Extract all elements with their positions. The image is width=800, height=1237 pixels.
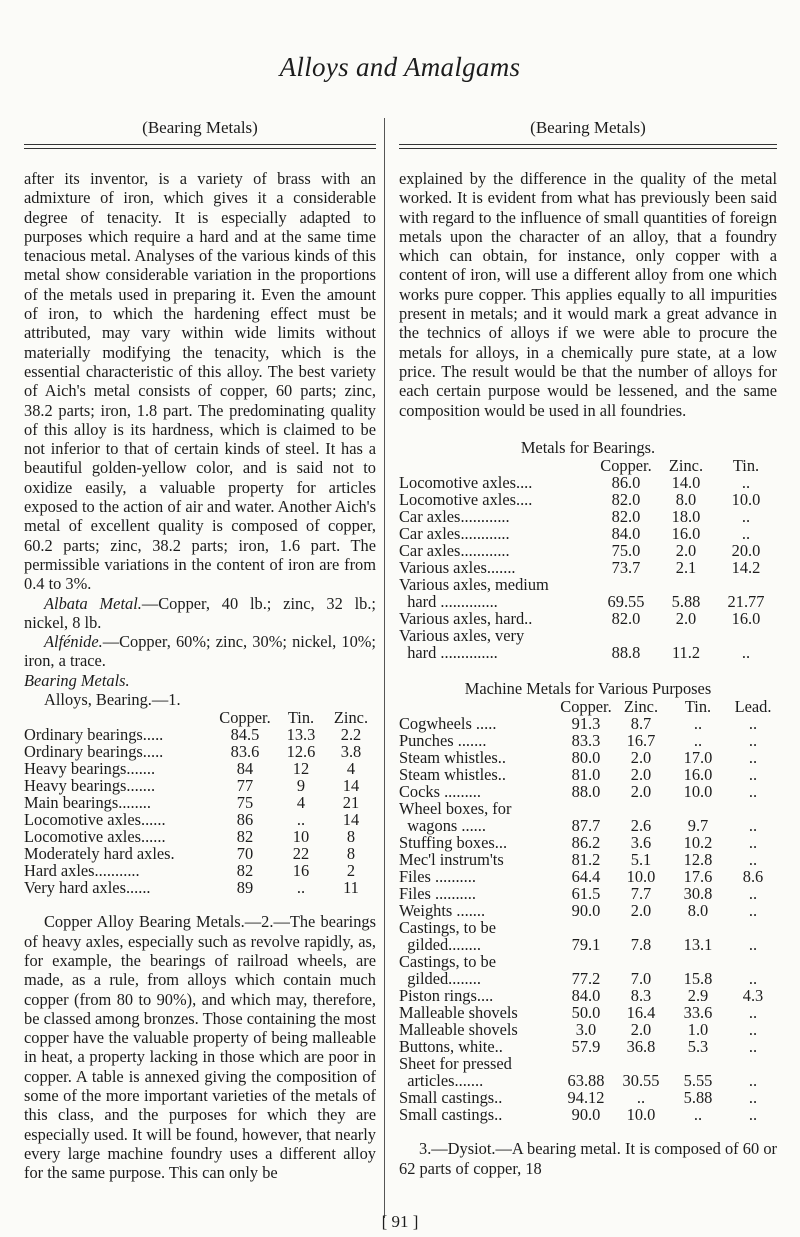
table-cell: 11.2 [671,643,701,663]
column-header: Copper. [560,697,612,717]
table-row [399,474,777,491]
table-cell: .. [748,748,758,768]
table-cell: 70 [236,844,254,864]
row-label: Malleable shovels [399,1020,518,1040]
table-cell: 5.1 [630,850,652,870]
row-label: Steam whistles.. [399,765,506,785]
right-paragraph-3: 3.—Dysiot.—A bearing metal. It is composed of 60 or 62 parts of copper, 18 [399,1139,777,1178]
row-label: Hard axles........... [24,861,140,881]
table-cell: 8 [346,844,356,864]
table-cell: .. [748,1105,758,1125]
row-label: Moderately hard axles. [24,844,175,864]
table-cell: .. [741,507,751,527]
table-cell [595,576,657,593]
table-cell [557,953,615,970]
table-cell: 82 [236,861,254,881]
table-cell: .. [748,850,758,870]
row-label: Small castings.. [399,1088,503,1108]
table-cell: 8 [346,827,356,847]
table-cell: .. [636,1088,646,1108]
table-row [399,508,777,525]
table-cell [667,953,729,970]
table-row [399,1021,777,1038]
table-cell [729,919,777,936]
table-cell: 5.55 [683,1071,713,1091]
table-row [24,794,376,811]
albata-label: Albata Metal. [44,593,142,613]
table-cell: 10.0 [626,1105,656,1125]
row-label: Various axles, medium [399,575,549,595]
table-cell [615,800,667,817]
table-row [399,953,777,970]
table-cell: .. [296,878,306,898]
table-cell: 77 [236,776,254,796]
table-cell: 7.8 [630,935,652,955]
table-cell: 84.0 [571,986,601,1006]
column-header: Zinc. [333,708,369,728]
table-cell: 2.0 [630,782,652,802]
table-cell: 5.88 [671,592,701,612]
table-row [399,766,777,783]
table-cell: 75 [236,793,254,813]
table-cell [715,627,777,644]
row-label: Files .......... [399,884,476,904]
table-cell: 4 [346,759,356,779]
table-cell: .. [748,714,758,734]
running-head: Alloys and Amalgams [279,52,521,82]
table-cell: 15.8 [683,969,713,989]
table-cell: .. [748,833,758,853]
table-cell: 73.7 [611,558,641,578]
row-label: Very hard axles...... [24,878,151,898]
table-cell: 89 [236,878,254,898]
table-cell: 10.0 [683,782,713,802]
row-label: Ordinary bearings..... [24,725,164,745]
table-cell: 10.0 [731,490,761,510]
table-cell: 69.55 [607,592,645,612]
table-cell: 16.0 [731,609,761,629]
table-row [399,817,777,834]
table-cell: 12 [292,759,310,779]
table-cell: 84 [236,759,254,779]
table-cell: 82.0 [611,609,641,629]
column-header: Tin. [684,697,712,717]
table-row [24,845,376,862]
column-header: Tin. [732,456,760,476]
left-paragraph-2: Copper Alloy Bearing Metals.—2.—The bearings of heavy axles, especially such as revolve rapidly, as, for example, the bearings of railroad wheels, are made, as a rule, from alloys which contain much copper (from 80 to 90%), and which may, therefore, be classed among bronzes. Those containing the most copper have the valuable property of being malleable in heat, a property lacking in those which are poor in copper. A table is annexed giving the composition of some of the more important varieties of the metals of this class, and the purposes for which they are especially used. It will be found, however, that nearly every large machine foundry uses a different alloy for the same purpose. This can only be [24,912,377,1183]
table-cell: 8.7 [630,714,652,734]
alloys-bearing-line: Alloys, Bearing.—1. [44,690,181,710]
bearing-alloys-table [24,709,376,896]
table-cell: .. [296,810,306,830]
table-cell: 2.1 [675,558,697,578]
table-cell: 4 [296,793,306,813]
row-label: Castings, to be [399,918,496,938]
row-label: Locomotive axles...... [24,810,166,830]
row-label: gilded........ [399,969,481,989]
column-header: Tin. [287,708,315,728]
row-label: Various axles, very [399,626,525,646]
table-cell: .. [748,1088,758,1108]
left-head-rule [24,144,376,145]
table-cell: 82.0 [611,507,641,527]
table-cell [667,800,729,817]
table-cell: 7.7 [630,884,652,904]
table-header-row [399,457,777,474]
table-row [399,1106,777,1123]
table-cell [729,1055,777,1072]
table-cell: 84.5 [230,725,260,745]
table-cell: 64.4 [571,867,601,887]
row-label: gilded........ [399,935,481,955]
table-row [399,593,777,610]
table-cell: 22 [292,844,310,864]
table-cell: 9.7 [687,816,709,836]
table-row [399,1055,777,1072]
table-cell: .. [748,901,758,921]
table-cell: 2.6 [630,816,652,836]
table-cell [557,800,615,817]
row-label: articles....... [399,1071,484,1091]
table-cell [615,953,667,970]
table-row [399,1004,777,1021]
table-row [399,644,777,661]
row-label: Locomotive axles.... [399,490,533,510]
metals-for-bearings-table [399,457,777,661]
table-cell: .. [748,1071,758,1091]
row-label: Car axles............ [399,541,510,561]
table-row [399,868,777,885]
right-column [399,118,777,1178]
table-cell: 86.0 [611,473,641,493]
row-label: Ordinary bearings..... [24,742,164,762]
table-cell: 82.0 [611,490,641,510]
table-row [399,627,777,644]
table-cell: .. [748,884,758,904]
table-cell [729,953,777,970]
table-row [399,491,777,508]
table-row [399,576,777,593]
table-cell: 17.6 [683,867,713,887]
row-label: Heavy bearings....... [24,776,156,796]
table-cell: 3.8 [340,742,362,762]
row-label: Locomotive axles.... [399,473,533,493]
table-cell: .. [741,473,751,493]
table-cell: 8.0 [675,490,697,510]
table-cell: 63.88 [567,1071,605,1091]
right-head-rule [399,144,777,145]
table-row [24,879,376,896]
table-cell: 2.2 [340,725,362,745]
row-label: Cogwheels ..... [399,714,497,734]
table-cell: .. [748,1020,758,1040]
table-cell: 3.0 [575,1020,597,1040]
row-label: Piston rings.... [399,986,494,1006]
table-cell: 83.6 [230,742,260,762]
table-cell: 13.1 [683,935,713,955]
table-cell: .. [748,969,758,989]
table-cell: 12.6 [286,742,316,762]
table-cell: 8.6 [742,867,764,887]
table-cell: 82 [236,827,254,847]
table-cell: 10.0 [626,867,656,887]
machine-metals-table [399,698,777,1123]
machine-metals-title: Machine Metals for Various Purposes [464,679,712,699]
table-header-row [399,698,777,715]
table-cell: 11 [343,878,359,898]
row-label: Various axles....... [399,558,516,578]
table-row [24,828,376,845]
table-row [399,559,777,576]
bearing-metals-heading: Bearing Metals. [24,670,130,690]
table-cell [595,627,657,644]
table-row [399,542,777,559]
table-cell: 80.0 [571,748,601,768]
column-header: Lead. [734,697,772,717]
table-cell: 81.2 [571,850,601,870]
left-column [24,118,376,1182]
row-label: Heavy bearings....... [24,759,156,779]
table-cell: 14 [342,810,360,830]
table-cell: .. [741,524,751,544]
table-cell: 13.3 [286,725,316,745]
row-label: Files .......... [399,867,476,887]
column-header: Zinc. [623,697,659,717]
table-cell: .. [748,816,758,836]
table-cell: 2.9 [687,986,709,1006]
table-cell: 1.0 [687,1020,709,1040]
albata-entry [24,594,376,633]
row-label: Buttons, white.. [399,1037,503,1057]
column-divider [384,118,385,1218]
row-label: Small castings.. [399,1105,503,1125]
row-label: Weights ....... [399,901,486,921]
table-cell: 88.8 [611,643,641,663]
table-cell: 7.0 [630,969,652,989]
table-row [24,862,376,879]
table-cell: .. [693,1105,703,1125]
table-row [399,834,777,851]
table-cell: 18.0 [671,507,701,527]
row-label: Sheet for pressed [399,1054,512,1074]
table-cell: .. [741,643,751,663]
table-row [399,970,777,987]
table-cell [715,576,777,593]
table-cell: 79.1 [571,935,601,955]
table-cell: 16 [292,861,310,881]
alfenide-text: —Copper, 60%; zinc, 30%; nickel, 10%; iron, a trace. [24,632,376,671]
table-cell: 16.0 [671,524,701,544]
row-label: Mec'l instrum'ts [399,850,504,870]
table-cell: .. [748,782,758,802]
table-cell: 12.8 [683,850,713,870]
table-row [399,800,777,817]
table-cell: 10 [292,827,310,847]
table-header-row [24,709,376,726]
table-cell: .. [748,765,758,785]
table-row [399,1038,777,1055]
table-cell: 16.4 [626,1003,656,1023]
table-cell: 14.2 [731,558,761,578]
table-row [399,1089,777,1106]
table-cell: 8.3 [630,986,652,1006]
table-cell: 21.77 [727,592,765,612]
table-cell [667,1055,729,1072]
page-number: [ 91 ] [381,1212,419,1231]
table-row [399,987,777,1004]
row-label: Stuffing boxes... [399,833,508,853]
row-label: hard .............. [399,643,498,663]
left-head-rule-2 [24,148,376,149]
table-cell: 4.3 [742,986,764,1006]
table-cell [615,919,667,936]
table-cell: 75.0 [611,541,641,561]
row-label: Steam whistles.. [399,748,506,768]
table-cell: .. [693,714,703,734]
table-cell [557,1055,615,1072]
table-row [24,760,376,777]
row-label: Cocks ......... [399,782,481,802]
column-header: Zinc. [668,456,704,476]
table-row [399,610,777,627]
table-cell: 5.3 [687,1037,709,1057]
table-cell [657,627,715,644]
table-cell: 90.0 [571,1105,601,1125]
table-cell: 57.9 [571,1037,601,1057]
table-cell: .. [748,731,758,751]
table-cell: 86.2 [571,833,601,853]
table-row [399,919,777,936]
row-label: Punches ....... [399,731,487,751]
table-cell: 14 [342,776,360,796]
row-label: Wheel boxes, for [399,799,512,819]
table-cell: .. [748,1037,758,1057]
table-cell: 16.0 [683,765,713,785]
row-label: Castings, to be [399,952,496,972]
alfenide-entry [24,632,376,671]
table-row [399,885,777,902]
row-label: Car axles............ [399,524,510,544]
table-cell [667,919,729,936]
table-cell: 2.0 [630,765,652,785]
table-row [399,1072,777,1089]
table-cell: 91.3 [571,714,601,734]
column-header: Copper. [600,456,652,476]
table-row [399,732,777,749]
albata-text: —Copper, 40 lb.; zinc, 32 lb.; nickel, 8 lb. [24,593,376,632]
table-row [24,726,376,743]
table-row [399,749,777,766]
table-cell: 84.0 [611,524,641,544]
column-header: Copper. [219,708,271,728]
row-label: Various axles, hard.. [399,609,533,629]
table-cell: 2.0 [630,1020,652,1040]
table-cell: .. [748,935,758,955]
table-cell: 16.7 [626,731,656,751]
table-cell: 86 [236,810,254,830]
table-cell: 77.2 [571,969,601,989]
table-cell: 2.0 [630,748,652,768]
table-cell: 33.6 [683,1003,713,1023]
metals-for-bearings-title: Metals for Bearings. [520,437,656,457]
left-column-head: (Bearing Metals) [142,118,258,137]
left-paragraph-1: after its inventor, is a variety of brass with an admixture of iron, which gives it a considerable degree of tenacity. It is especially adapted to purposes which require a hard and at the same time tenacious metal. Analyses of the various kinds of this metal show considerable variation in the proportions of the metals used in preparing it. Even the amount of iron, to which the hardening effect must be attributed, may vary within wide limits without materially modifying the tenacity, which is the essential characteristic of this alloy. The best variety of Aich's metal consists of copper, 60 parts; zinc, 38.2 parts; iron, 1.8 part. The predominating quality of this alloy is its hardness, which is claimed to be not inferior to that of certain kinds of steel. It has a beautiful golden-yellow color, and is said not to oxidize easily, a valuable property for articles exposed to the action of air and water. Another Aich's metal of excellent quality is composed of copper, 60.2 parts; zinc, 38.2 parts; iron, 1.6 part. The permissible variations in the content of iron are from 0.4 to 3%. [24,169,376,594]
table-cell: 17.0 [683,748,713,768]
row-label: Main bearings........ [24,793,152,813]
row-label: Malleable shovels [399,1003,518,1023]
table-cell: 5.88 [683,1088,713,1108]
table-cell: 81.0 [571,765,601,785]
table-cell: 36.8 [626,1037,656,1057]
right-paragraph-1: explained by the difference in the quality of the metal worked. It is evident from what has previously been said with regard to the influence of small quantities of foreign metals upon the character of an alloy, that a foundry which can obtain, for instance, only copper with a content of iron, will use a different alloy from one which works pure copper. This applies equally to all impurities present in metals; and it would mark a great advance in the technics of alloys if we were able to procure the metals for alloys, in a chemically pure state, at a low price. The result would be that the number of alloys for each certain purpose would be lessened, and the same composition would be used in all foundries. [399,169,777,420]
table-row [399,715,777,732]
table-cell: 90.0 [571,901,601,921]
table-row [24,777,376,794]
row-label: Locomotive axles...... [24,827,166,847]
table-cell [615,1055,667,1072]
table-cell: 88.0 [571,782,601,802]
right-column-head: (Bearing Metals) [530,118,646,137]
table-cell: 10.2 [683,833,713,853]
table-cell: 30.55 [622,1071,660,1091]
alfenide-label: Alfénide. [44,632,103,652]
table-row [399,851,777,868]
table-cell: 61.5 [571,884,601,904]
table-cell: 87.7 [571,816,601,836]
table-cell: 2.0 [675,541,697,561]
table-cell: 83.3 [571,731,601,751]
table-row [399,783,777,800]
table-cell: 20.0 [731,541,761,561]
table-cell: 94.12 [567,1088,605,1108]
row-label: Car axles............ [399,507,510,527]
row-label: hard .............. [399,592,498,612]
table-cell: 21 [342,793,360,813]
table-row [399,525,777,542]
right-head-rule-2 [399,148,777,149]
table-cell: 14.0 [671,473,701,493]
table-row [399,902,777,919]
table-row [24,811,376,828]
table-cell: .. [748,1003,758,1023]
table-cell: 2.0 [630,901,652,921]
table-cell: 9 [296,776,306,796]
table-cell: .. [693,731,703,751]
table-cell: 2.0 [675,609,697,629]
table-cell: 2 [346,861,356,881]
table-cell [557,919,615,936]
table-cell: 3.6 [630,833,652,853]
table-cell [729,800,777,817]
table-cell: 30.8 [683,884,713,904]
table-row [399,936,777,953]
table-cell [657,576,715,593]
table-cell: 8.0 [687,901,709,921]
row-label: wagons ...... [399,816,486,836]
table-row [24,743,376,760]
table-cell: 50.0 [571,1003,601,1023]
